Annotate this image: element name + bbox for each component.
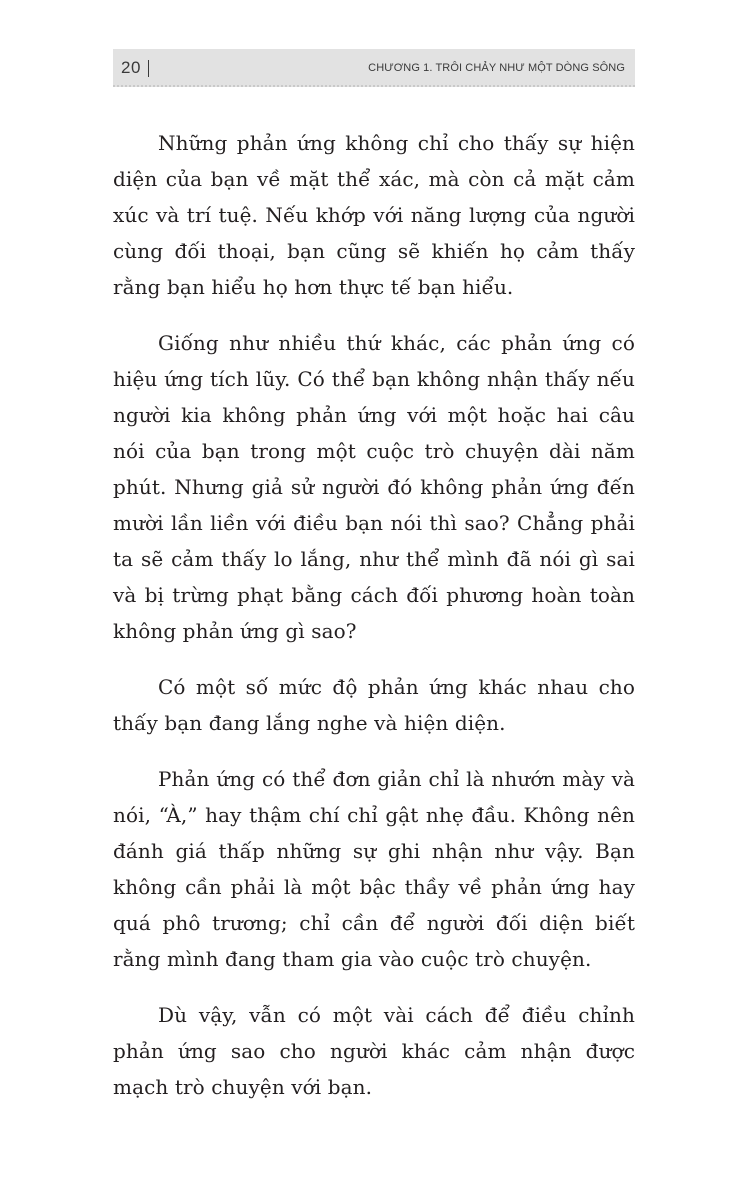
header-divider <box>148 60 149 77</box>
running-header <box>113 49 635 87</box>
page-body <box>113 125 635 1125</box>
paragraph-2: Giống như nhiều thứ khác, các phản ứng có hiệu ứng tích lũy. Có thể bạn không nhận thấy nếu người kia không phản ứng với một hoặc hai câu nói của bạn trong một cuộc trò chuyện dài năm phút. Nhưng giả sử người đó không phản ứng đến mười lần liền với điều bạn nói thì sao? Chẳng phải ta sẽ cảm thấy lo lắng, như thể mình đã nói gì sai và bị trừng phạt bằng cách đối phương hoàn toàn không phản ứng gì sao? <box>113 331 635 643</box>
paragraph-3: Có một số mức độ phản ứng khác nhau cho thấy bạn đang lắng nghe và hiện diện. <box>113 675 635 735</box>
paragraph-5: Dù vậy, vẫn có một vài cách để điều chỉnh phản ứng sao cho người khác cảm nhận được mạch trò chuyện với bạn. <box>113 1003 635 1099</box>
paragraph-4: Phản ứng có thể đơn giản chỉ là nhướn mày và nói, “À,” hay thậm chí chỉ gật nhẹ đầu. Không nên đánh giá thấp những sự ghi nhận như vậy. Bạn không cần phải là một bậc thầy về phản ứng hay quá phô trương; chỉ cần để người đối diện biết rằng mình đang tham gia vào cuộc trò chuyện. <box>113 767 635 971</box>
page-number: 20 <box>121 58 141 77</box>
paragraph-1: Những phản ứng không chỉ cho thấy sự hiện diện của bạn về mặt thể xác, mà còn cả mặt cảm xúc và trí tuệ. Nếu khớp với năng lượng của người cùng đối thoại, bạn cũng sẽ khiến họ cảm thấy rằng bạn hiểu họ hơn thực tế bạn hiểu. <box>113 131 635 299</box>
chapter-title: CHƯƠNG 1. TRÔI CHẢY NHƯ MỘT DÒNG SÔNG <box>368 62 625 74</box>
